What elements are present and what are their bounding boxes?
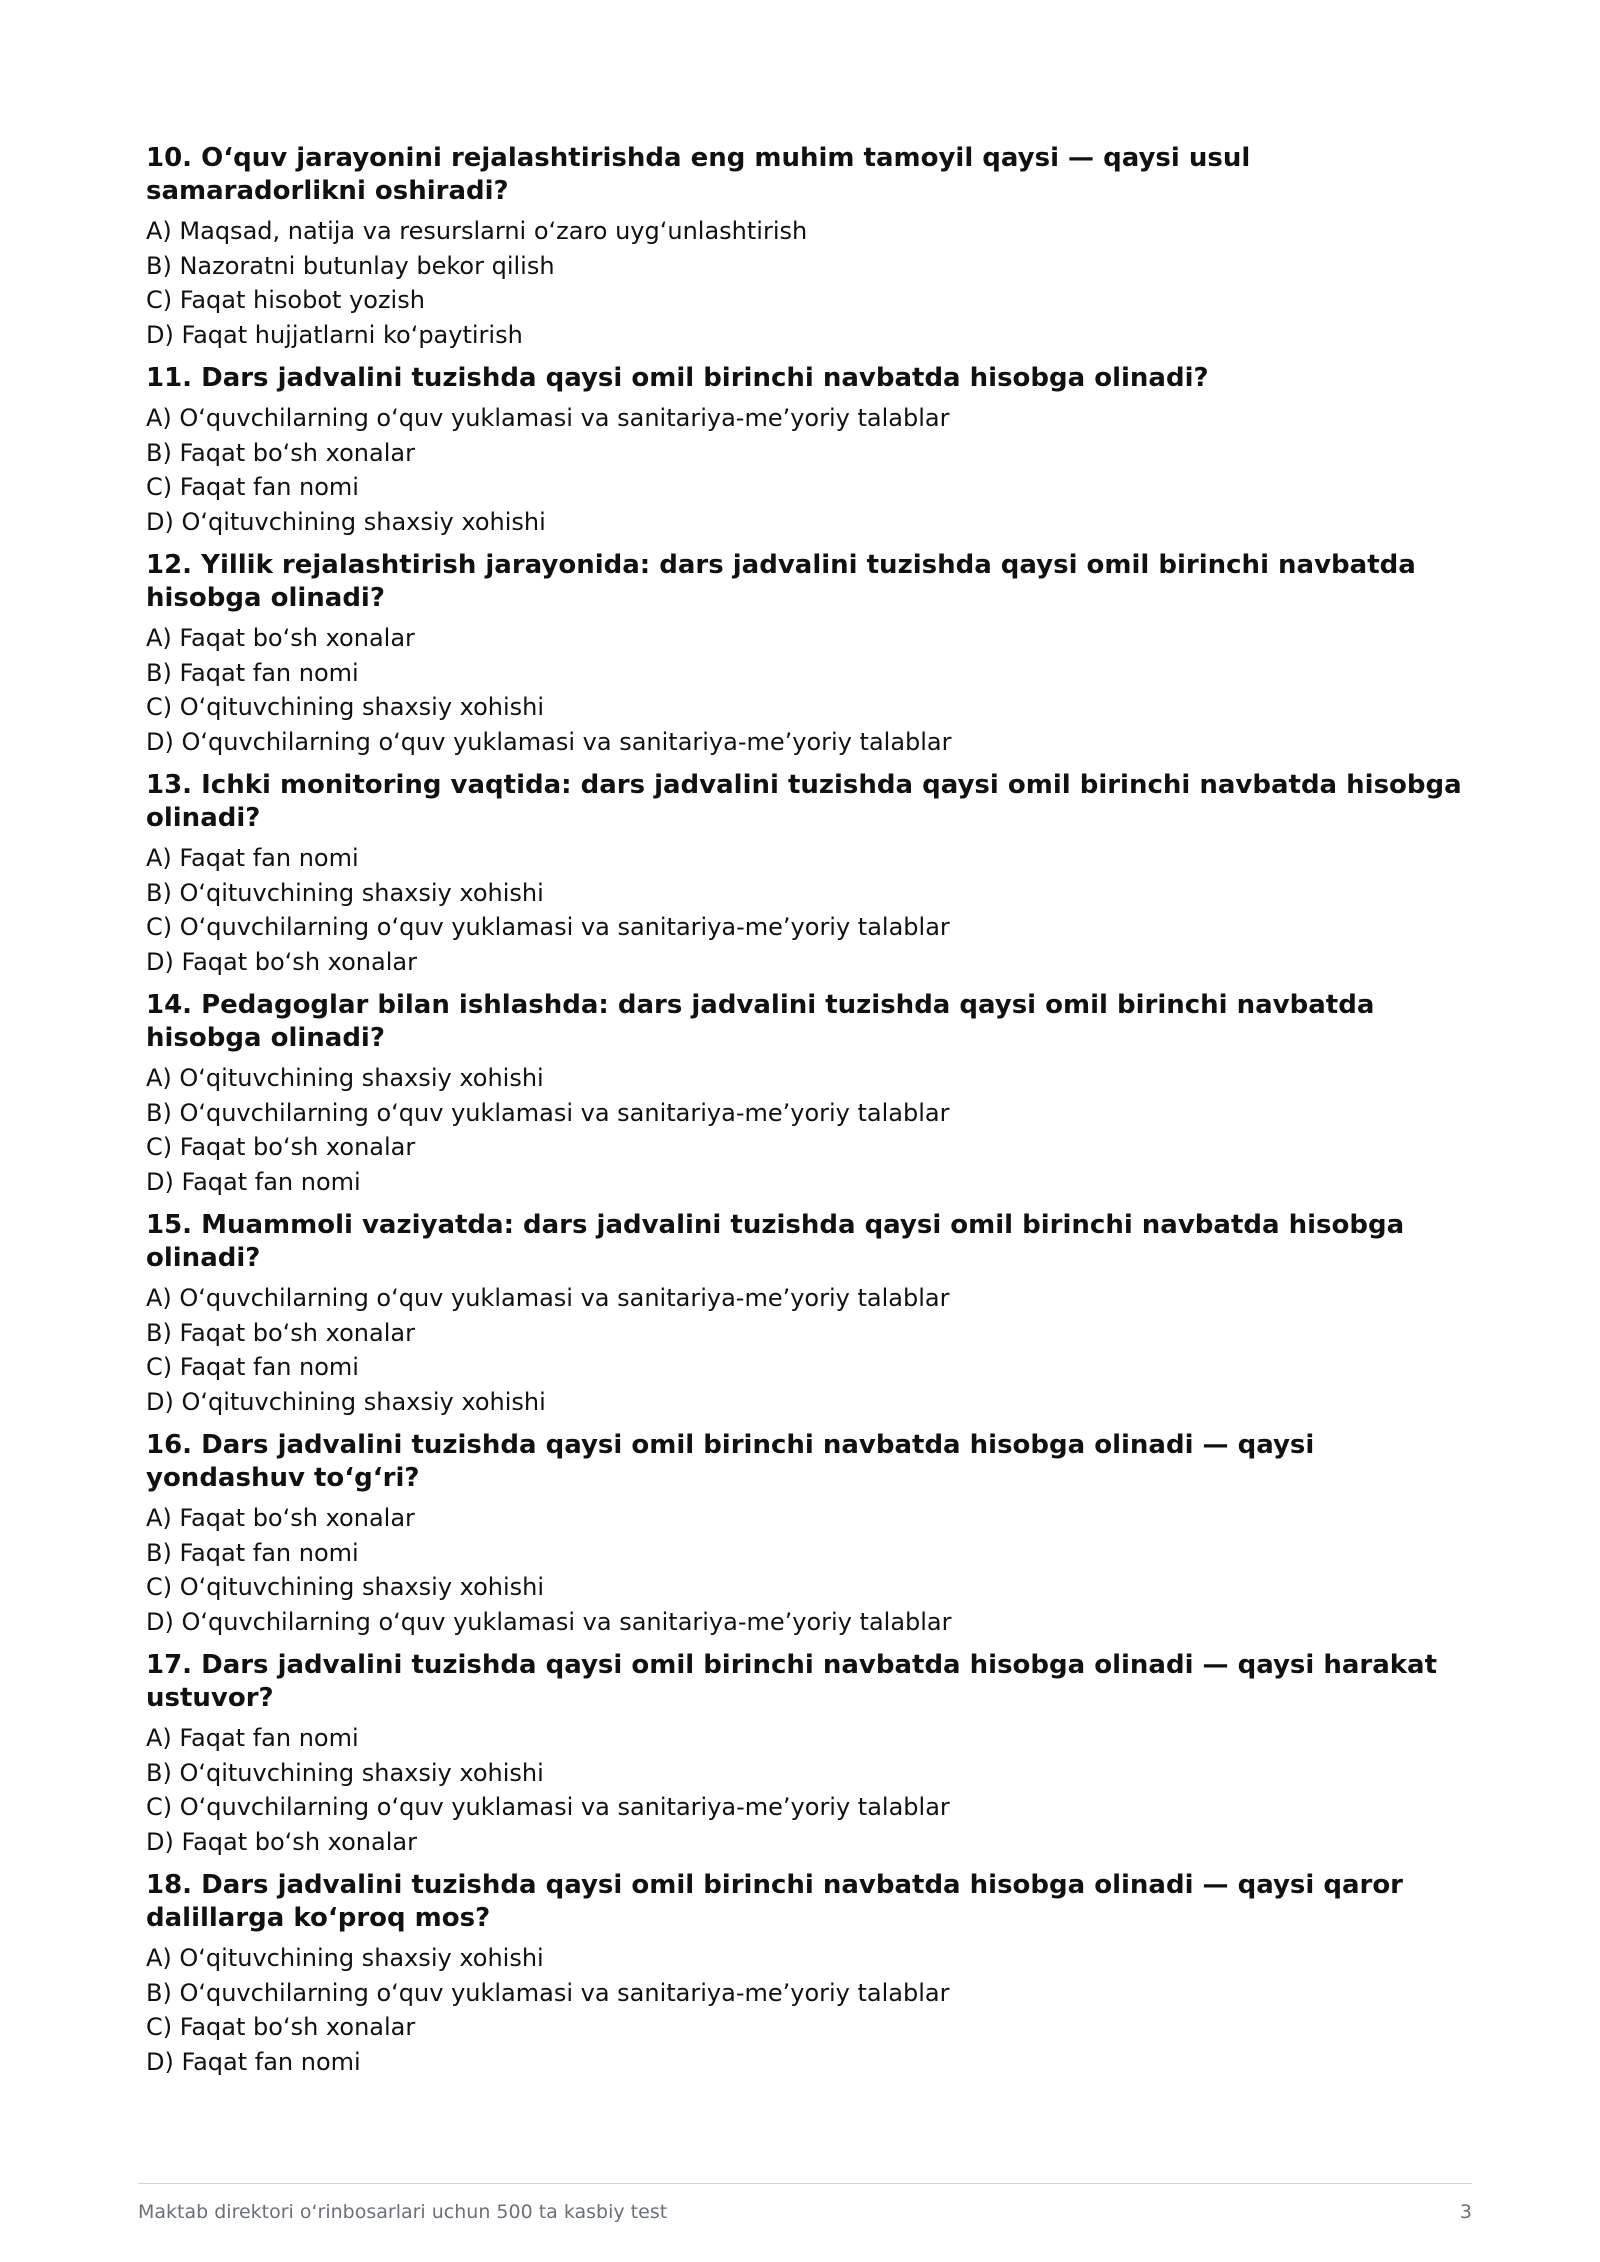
question-title: 16. Dars jadvalini tuzishda qaysi omil birinchi navbatda hisobga olinadi — qaysi yondashuv to‘g‘ri? bbox=[146, 1430, 1315, 1493]
question-title: 13. Ichki monitoring vaqtida: dars jadvalini tuzishda qaysi omil birinchi navbatda hisobga olinadi? bbox=[146, 770, 1462, 833]
option-d: D) O‘qituvchining shaxsiy xohishi bbox=[146, 1387, 546, 1416]
option-a: A) O‘quvchilarning o‘quv yuklamasi va sanitariya-me’yoriy talablar bbox=[146, 1284, 950, 1312]
option-c: C) Faqat hisobot yozish bbox=[146, 286, 425, 314]
option-c: C) O‘qituvchining shaxsiy xohishi bbox=[146, 1573, 545, 1601]
option-b: B) Faqat bo‘sh xonalar bbox=[146, 438, 415, 467]
question-title: 18. Dars jadvalini tuzishda qaysi omil birinchi navbatda hisobga olinadi — qaysi qaror dalillarga ko‘proq mos? bbox=[146, 1870, 1404, 1933]
footer-title: Maktab direktori o‘rinbosarlari uchun 500 ta kasbiy test bbox=[138, 2201, 668, 2223]
option-b: B) Faqat fan nomi bbox=[146, 1538, 359, 1567]
question-10 bbox=[146, 142, 1476, 352]
option-a: A) Faqat bo‘sh xonalar bbox=[146, 1504, 415, 1532]
option-d: D) O‘quvchilarning o‘quv yuklamasi va sanitariya-me’yoriy talablar bbox=[146, 727, 952, 756]
option-c: C) O‘qituvchining shaxsiy xohishi bbox=[146, 693, 545, 721]
question-13 bbox=[146, 769, 1476, 979]
option-a: A) Faqat fan nomi bbox=[146, 844, 359, 872]
option-b: B) O‘qituvchining shaxsiy xohishi bbox=[146, 878, 544, 907]
page-number: 3 bbox=[1459, 2201, 1472, 2223]
option-c: C) Faqat fan nomi bbox=[146, 473, 359, 501]
question-title: 12. Yillik rejalashtirish jarayonida: dars jadvalini tuzishda qaysi omil birinchi navbatda hisobga olinadi? bbox=[146, 550, 1416, 613]
option-d: D) O‘qituvchining shaxsiy xohishi bbox=[146, 507, 546, 536]
option-d: D) Faqat fan nomi bbox=[146, 1167, 361, 1196]
option-d: D) O‘quvchilarning o‘quv yuklamasi va sanitariya-me’yoriy talablar bbox=[146, 1607, 952, 1636]
option-c: C) Faqat bo‘sh xonalar bbox=[146, 2013, 416, 2041]
option-c: C) O‘quvchilarning o‘quv yuklamasi va sanitariya-me’yoriy talablar bbox=[146, 913, 950, 941]
option-a: A) Faqat bo‘sh xonalar bbox=[146, 624, 415, 652]
option-d: D) Faqat bo‘sh xonalar bbox=[146, 947, 417, 976]
option-a: A) O‘qituvchining shaxsiy xohishi bbox=[146, 1944, 544, 1972]
option-a: A) O‘quvchilarning o‘quv yuklamasi va sanitariya-me’yoriy talablar bbox=[146, 404, 950, 432]
option-b: B) O‘quvchilarning o‘quv yuklamasi va sanitariya-me’yoriy talablar bbox=[146, 1098, 950, 1127]
option-b: B) O‘quvchilarning o‘quv yuklamasi va sanitariya-me’yoriy talablar bbox=[146, 1978, 950, 2007]
question-title: 14. Pedagoglar bilan ishlashda: dars jadvalini tuzishda qaysi omil birinchi navbatda hisobga olinadi? bbox=[146, 990, 1375, 1053]
question-title: 10. O‘quv jarayonini rejalashtirishda eng muhim tamoyil qaysi — qaysi usul samaradorlikni oshiradi? bbox=[146, 143, 1251, 206]
question-12 bbox=[146, 549, 1476, 759]
question-title: 17. Dars jadvalini tuzishda qaysi omil birinchi navbatda hisobga olinadi — qaysi harakat ustuvor? bbox=[146, 1650, 1438, 1713]
option-d: D) Faqat bo‘sh xonalar bbox=[146, 1827, 417, 1856]
option-d: D) Faqat hujjatlarni ko‘paytirish bbox=[146, 320, 523, 349]
option-b: B) Faqat bo‘sh xonalar bbox=[146, 1318, 415, 1347]
question-title: 11. Dars jadvalini tuzishda qaysi omil birinchi navbatda hisobga olinadi? bbox=[146, 363, 1209, 393]
footer-divider bbox=[138, 2183, 1472, 2184]
question-15 bbox=[146, 1209, 1476, 1419]
question-17 bbox=[146, 1649, 1476, 1859]
question-list bbox=[146, 142, 1476, 2089]
option-b: B) O‘qituvchining shaxsiy xohishi bbox=[146, 1758, 544, 1787]
question-16 bbox=[146, 1429, 1476, 1639]
option-c: C) O‘quvchilarning o‘quv yuklamasi va sanitariya-me’yoriy talablar bbox=[146, 1793, 950, 1821]
option-c: C) Faqat bo‘sh xonalar bbox=[146, 1133, 416, 1161]
option-d: D) Faqat fan nomi bbox=[146, 2047, 361, 2076]
question-title: 15. Muammoli vaziyatda: dars jadvalini tuzishda qaysi omil birinchi navbatda hisobga olinadi? bbox=[146, 1210, 1405, 1273]
question-18 bbox=[146, 1869, 1476, 2079]
option-b: B) Faqat fan nomi bbox=[146, 658, 359, 687]
option-c: C) Faqat fan nomi bbox=[146, 1353, 359, 1381]
option-b: B) Nazoratni butunlay bekor qilish bbox=[146, 251, 555, 280]
option-a: A) Faqat fan nomi bbox=[146, 1724, 359, 1752]
question-11 bbox=[146, 362, 1476, 539]
option-a: A) Maqsad, natija va resurslarni o‘zaro uyg‘unlashtirish bbox=[146, 217, 808, 245]
option-a: A) O‘qituvchining shaxsiy xohishi bbox=[146, 1064, 544, 1092]
question-14 bbox=[146, 989, 1476, 1199]
